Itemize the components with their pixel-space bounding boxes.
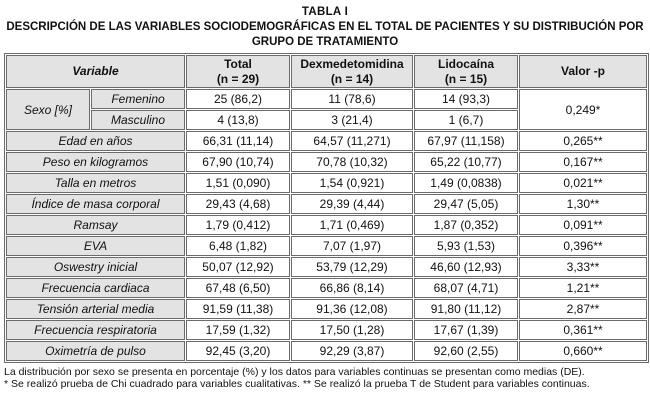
- variable-label-cell: Ramsay: [6, 215, 185, 235]
- value-cell-dex: 17,50 (1,28): [291, 320, 413, 340]
- value-cell-lido: 14 (93,3): [414, 89, 518, 109]
- value-cell-dex: 64,57 (11,271): [291, 131, 413, 151]
- value-cell-lido: 1,87 (0,352): [414, 215, 518, 235]
- variable-label-cell: Índice de masa corporal: [6, 194, 185, 214]
- variable-label-cell: Talla en metros: [6, 173, 185, 193]
- value-cell-lido: 46,60 (12,93): [414, 257, 518, 277]
- header-total-label: Total: [224, 57, 252, 72]
- header-total-n: (n = 29): [216, 71, 260, 86]
- value-cell-lido: 1,49 (0,0838): [414, 173, 518, 193]
- variable-label-cell: Oximetría de pulso: [6, 341, 185, 361]
- value-cell-lido: 67,97 (11,158): [414, 131, 518, 151]
- table-row: [6, 299, 647, 319]
- pvalue-cell: 0,091**: [519, 215, 647, 235]
- table-number: TABLA I: [301, 6, 349, 18]
- footnote-tests: * Se realizó prueba de Chi cuadrado para variables cualitativas. ** Se realizó la prueba T de Student para variables continuas.: [4, 378, 590, 391]
- value-cell-dex: 1,54 (0,921): [291, 173, 413, 193]
- variable-label-cell: Oswestry inicial: [6, 257, 185, 277]
- value-cell-lido: 29,47 (5,05): [414, 194, 518, 214]
- value-cell-lido: 92,60 (2,55): [414, 341, 518, 361]
- value-cell-lido: 1 (6,7): [414, 110, 518, 130]
- pvalue-cell: 1,30**: [519, 194, 647, 214]
- value-cell-dex: 92,29 (3,87): [291, 341, 413, 361]
- header-cell-variable: Variable: [6, 55, 185, 88]
- value-cell-dex: 1,71 (0,469): [291, 215, 413, 235]
- value-cell-dex: 66,86 (8,14): [291, 278, 413, 298]
- table-title: DESCRIPCIÓN DE LAS VARIABLES SOCIODEMOGRÁFICAS EN EL TOTAL DE PACIENTES Y SU DISTRIBUCIÓN POR GRUPO DE TRATAMIENTO: [6, 21, 644, 48]
- value-cell-lido: 68,07 (4,71): [414, 278, 518, 298]
- header-row: [6, 55, 647, 88]
- value-cell-lido: 65,22 (10,77): [414, 152, 518, 172]
- pvalue-cell: 3,33**: [519, 257, 647, 277]
- value-cell-total: 67,48 (6,50): [186, 278, 290, 298]
- table-row: [6, 278, 647, 298]
- table-row: [6, 215, 647, 235]
- value-cell-total: 17,59 (1,32): [186, 320, 290, 340]
- table-row: [6, 236, 647, 256]
- pvalue-cell: 2,87**: [519, 299, 647, 319]
- pvalue-cell: 0,396**: [519, 236, 647, 256]
- value-cell-dex: 7,07 (1,97): [291, 236, 413, 256]
- header-dex-n: (n = 14): [330, 71, 374, 86]
- pvalue-cell: 0,660**: [519, 341, 647, 361]
- value-cell-total: 50,07 (12,92): [186, 257, 290, 277]
- value-cell-total: 25 (86,2): [186, 89, 290, 109]
- value-cell-total: 92,45 (3,20): [186, 341, 290, 361]
- value-cell-dex: 11 (78,6): [291, 89, 413, 109]
- value-cell-dex: 53,79 (12,29): [291, 257, 413, 277]
- table-row: [6, 131, 647, 151]
- variable-label-cell: Edad en años: [6, 131, 185, 151]
- value-cell-total: 4 (13,8): [186, 110, 290, 130]
- table-caption: [4, 5, 646, 49]
- value-cell-total: 67,90 (10,74): [186, 152, 290, 172]
- header-cell-dexmedetomidina: [291, 55, 413, 88]
- value-cell-total: 91,59 (11,38): [186, 299, 290, 319]
- footnotes: [4, 366, 646, 390]
- value-cell-total: 6,48 (1,82): [186, 236, 290, 256]
- value-cell-total: 66,31 (11,14): [186, 131, 290, 151]
- table-row: [6, 194, 647, 214]
- header-cell-lidocaina: [414, 55, 518, 88]
- value-cell-lido: 91,80 (11,12): [414, 299, 518, 319]
- table-row: [6, 257, 647, 277]
- table-row: [6, 341, 647, 361]
- header-cell-pvalue: Valor -p: [519, 55, 647, 88]
- value-cell-lido: 5,93 (1,53): [414, 236, 518, 256]
- pvalue-cell: 1,21**: [519, 278, 647, 298]
- table-row: [6, 152, 647, 172]
- table-row: [6, 173, 647, 193]
- header-cell-total: [186, 55, 290, 88]
- header-dex-label: Dexmedetomidina: [300, 57, 404, 72]
- value-cell-dex: 29,39 (4,44): [291, 194, 413, 214]
- value-cell-dex: 3 (21,4): [291, 110, 413, 130]
- header-lido-label: Lidocaína: [437, 57, 494, 72]
- variable-sublabel-cell: Masculino: [91, 110, 185, 130]
- variable-label-cell: Tensión arterial media: [6, 299, 185, 319]
- variable-sublabel-cell: Femenino: [91, 89, 185, 109]
- footnote-distribution: La distribución por sexo se presenta en porcentaje (%) y los datos para variables continuas se presentan como medias (DE).: [4, 366, 585, 379]
- variable-label-cell: Frecuencia respiratoria: [6, 320, 185, 340]
- pvalue-cell: 0,265**: [519, 131, 647, 151]
- variable-label-cell: Sexo [%]: [6, 89, 90, 130]
- pvalue-cell: 0,021**: [519, 173, 647, 193]
- value-cell-total: 29,43 (4,68): [186, 194, 290, 214]
- value-cell-total: 1,79 (0,412): [186, 215, 290, 235]
- value-cell-lido: 17,67 (1,39): [414, 320, 518, 340]
- variable-label-cell: Peso en kilogramos: [6, 152, 185, 172]
- table-row-sexo-femenino: [6, 89, 647, 109]
- table-row: [6, 320, 647, 340]
- pvalue-cell: 0,249*: [519, 89, 647, 130]
- variable-label-cell: EVA: [6, 236, 185, 256]
- pvalue-cell: 0,167**: [519, 152, 647, 172]
- value-cell-total: 1,51 (0,090): [186, 173, 290, 193]
- variable-label-cell: Frecuencia cardiaca: [6, 278, 185, 298]
- pvalue-cell: 0,361**: [519, 320, 647, 340]
- header-lido-n: (n = 15): [444, 71, 488, 86]
- sociodemographic-table: [4, 53, 649, 363]
- value-cell-dex: 91,36 (12,08): [291, 299, 413, 319]
- value-cell-dex: 70,78 (10,32): [291, 152, 413, 172]
